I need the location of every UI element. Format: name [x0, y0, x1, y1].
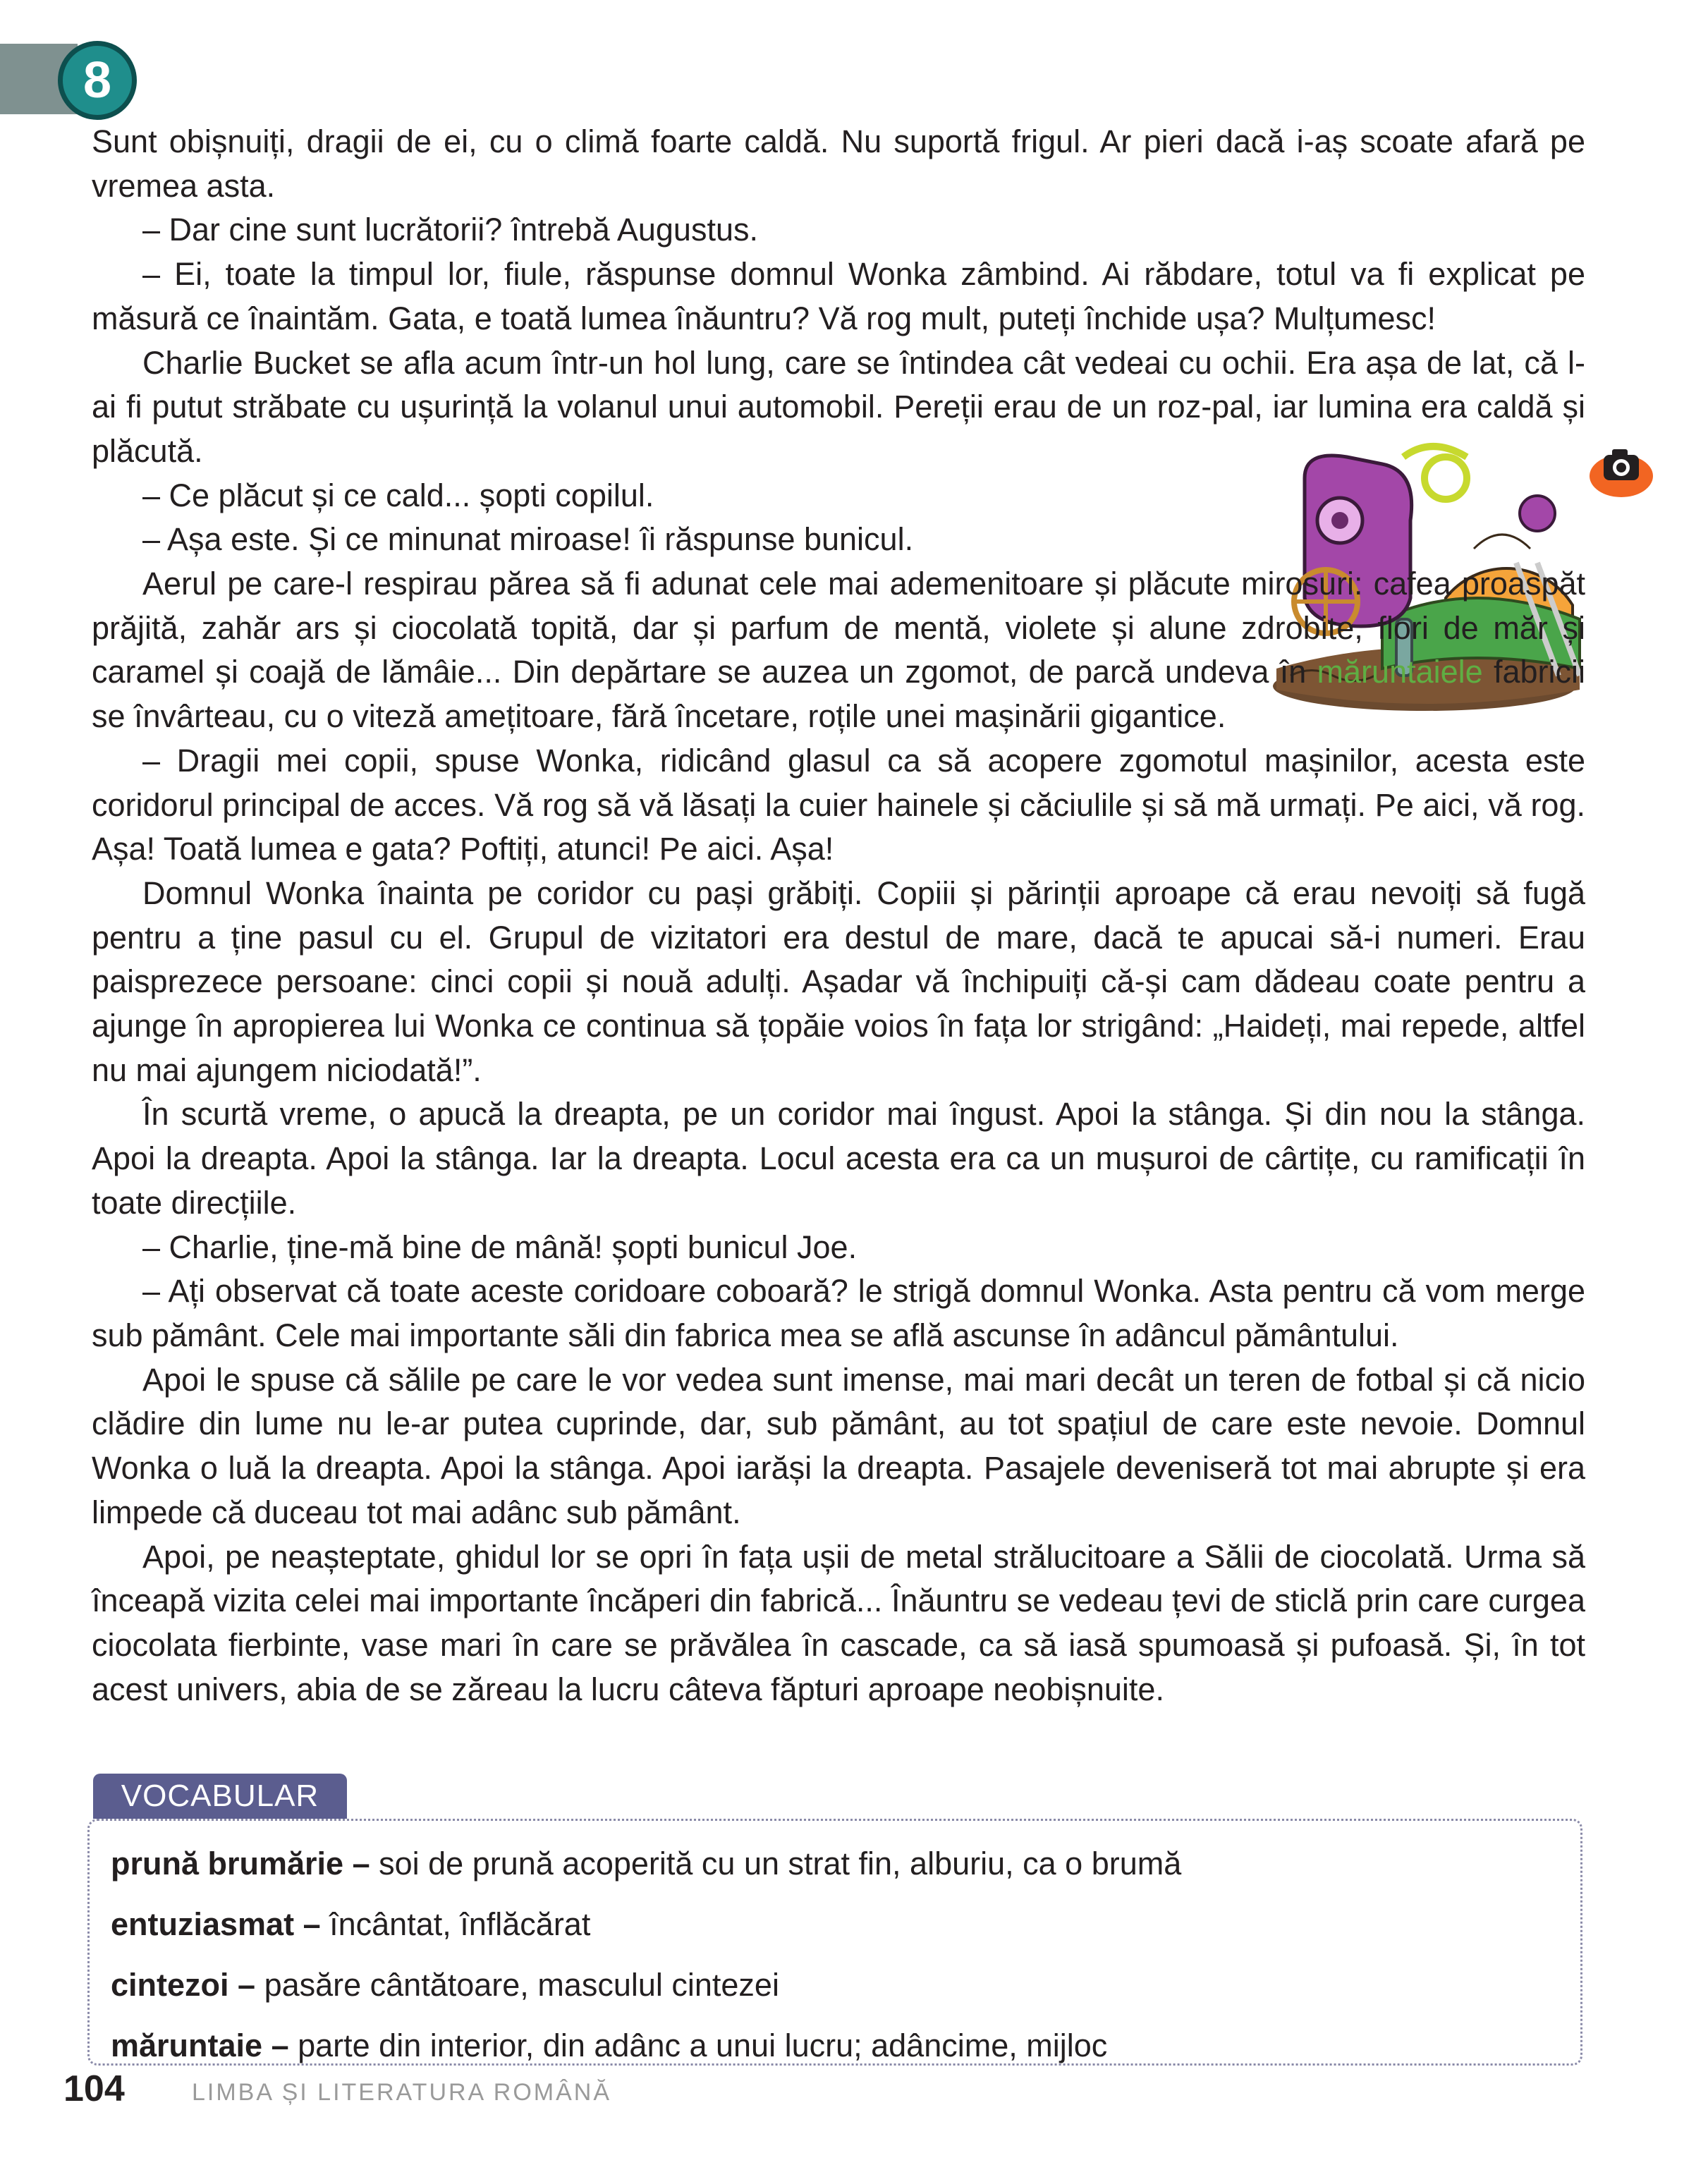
paragraph: În scurtă vreme, o apucă la dreapta, pe un coridor mai îngust. Apoi la stânga. Și din nou la stânga. Apoi la dreapta. Apoi la stânga. Iar la dreapta. Locul acesta era ca un mușuroi de cârtițe, cu ramificații în toate direcțiile.	[92, 1096, 1585, 1221]
paragraph-text: Aerul pe care-l respirau părea să fi adunat cele mai ademenitoare și plăcute mirosuri: cafea proaspăt prăjită, zahăr ars și ciocolată topită, dar și parfum de mentă, violete și alune zdrobite, flori de măr și caramel și coajă de lămâie... Din depărtare se auzea un zgomot, de parcă undeva în	[92, 566, 1585, 690]
paragraph: – Ce plăcut și ce cald... șopti copilul.	[142, 477, 654, 513]
paragraph	[92, 562, 1585, 739]
book-title: LIMBA ȘI LITERATURA ROMÂNĂ	[192, 2079, 612, 2106]
paragraph: – Așa este. Și ce minunat miroase! îi răspunse bunicul.	[142, 521, 914, 558]
camera-icon	[1588, 441, 1654, 499]
paragraph: Charlie Bucket se afla acum într-un hol lung, care se întindea cât vedeai cu ochii. Era așa de lat, că l-ai fi putut străbate cu ușurință la volanul unui automobil. Pereții erau de un roz-pal, iar lumina era caldă și plăcută.	[92, 344, 1585, 469]
story-text	[92, 120, 1585, 1712]
page-number: 104	[63, 2068, 125, 2109]
paragraph: – Ați observat că toate aceste coridoare coboară? le strigă domnul Wonka. Asta pentru că vom merge sub pământ. Cele mai importante săli din fabrica mea se află ascunse în adâncul pământului.	[92, 1273, 1585, 1353]
paragraph: Domnul Wonka înainta pe coridor cu pași grăbiți. Copiii și părinții aproape că erau nevoiți să fugă pentru a ține pasul cu el. Grupul de vizitatori era destul de mare, dacă te apucai să-i numeri. Erau paisprezece persoane: cinci copii și nouă adulți. Așadar vă închipuiți că-și cam dădeau coate pentru a ajunge în apropierea lui Wonka ce continua să țopăie voios în fața lor strigând: „Haideți, mai repede, altfel nu mai ajungem niciodată!”.	[92, 874, 1585, 1088]
vocabulary-term: cintezoi –	[111, 1967, 256, 2003]
vocabulary-definition: încântat, înflăcărat	[320, 1906, 591, 1942]
vocabulary-definition: soi de prună acoperită cu un strat fin, alburiu, ca o brumă	[370, 1846, 1182, 1882]
vocabulary-term: măruntaie –	[111, 2027, 289, 2063]
vocabulary-entry	[111, 1955, 1580, 2015]
vocabulary-entry	[111, 1834, 1580, 1894]
paragraph: Apoi le spuse că sălile pe care le vor vedea sunt imense, mai mari decât un teren de fotbal și că nicio clădire din lume nu le-ar putea cuprinde, dar, sub pământ, au tot spațiul de care este nevoie. Domnul Wonka o luă la dreapta. Apoi la stânga. Apoi iarăși la dreapta. Pasajele deveniseră tot mai abrupte și era limpede că duceau tot mai adânc sub pământ.	[92, 1361, 1585, 1530]
chapter-number-badge: 8	[58, 41, 137, 120]
glossed-word: măruntaiele	[1317, 654, 1483, 690]
paragraph: – Ei, toate la timpul lor, fiule, răspunse domnul Wonka zâmbind. Ai răbdare, totul va fi explicat pe măsură ce înaintăm. Gata, e toată lumea înăuntru? Vă rog mult, puteți închide ușa? Mulțumesc!	[92, 256, 1585, 336]
vocabulary-term: entuziasmat –	[111, 1906, 321, 1942]
paragraph: Apoi, pe neașteptate, ghidul lor se opri în fața ușii de metal strălucitoare a Sălii de ciocolată. Urma să înceapă vizita celei mai importante încăperi din fabrică... Înăuntru se vedeau țevi de sticlă prin care curgea ciocolata fierbinte, vase mari în care se prăvălea în cascade, ca să iasă spumoasă și pufoasă. Și, în tot acest univers, abia de se zăreau la lucru câteva făpturi aproape neobișnuite.	[92, 1538, 1585, 1707]
vocabulary-title: VOCABULAR	[93, 1774, 347, 1819]
paragraph: Sunt obișnuiți, dragii de ei, cu o climă foarte caldă. Nu suportă frigul. Ar pieri dacă i-aș scoate afară pe vremea asta.	[92, 123, 1585, 204]
paragraph: – Dar cine sunt lucrătorii? întrebă Augustus.	[142, 212, 758, 248]
vocabulary-term: prună brumărie –	[111, 1846, 370, 1882]
paragraph-text: fabricii se învârteau, cu o viteză amețitoare, fără încetare, roțile unei mașinării gigantice.	[92, 654, 1585, 735]
vocabulary-entry	[111, 2015, 1580, 2076]
vocabulary-box	[87, 1819, 1582, 2066]
paragraph: – Charlie, ține-mă bine de mână! șopti bunicul Joe.	[142, 1228, 858, 1265]
vocabulary-entry	[111, 1894, 1580, 1955]
vocabulary-definition: pasăre cântătoare, masculul cintezei	[255, 1967, 779, 2003]
vocabulary-definition: parte din interior, din adânc a unui lucru; adâncime, mijloc	[288, 2027, 1108, 2063]
paragraph: – Dragii mei copii, spuse Wonka, ridicând glasul ca să acopere zgomotul mașinilor, acesta este coridorul principal de acces. Vă rog să vă lăsați la cuier hainele și căciulile și să mă urmați. Pe aici, vă rog. Așa! Toată lumea e gata? Poftiți, atunci! Pe aici. Așa!	[92, 742, 1585, 867]
